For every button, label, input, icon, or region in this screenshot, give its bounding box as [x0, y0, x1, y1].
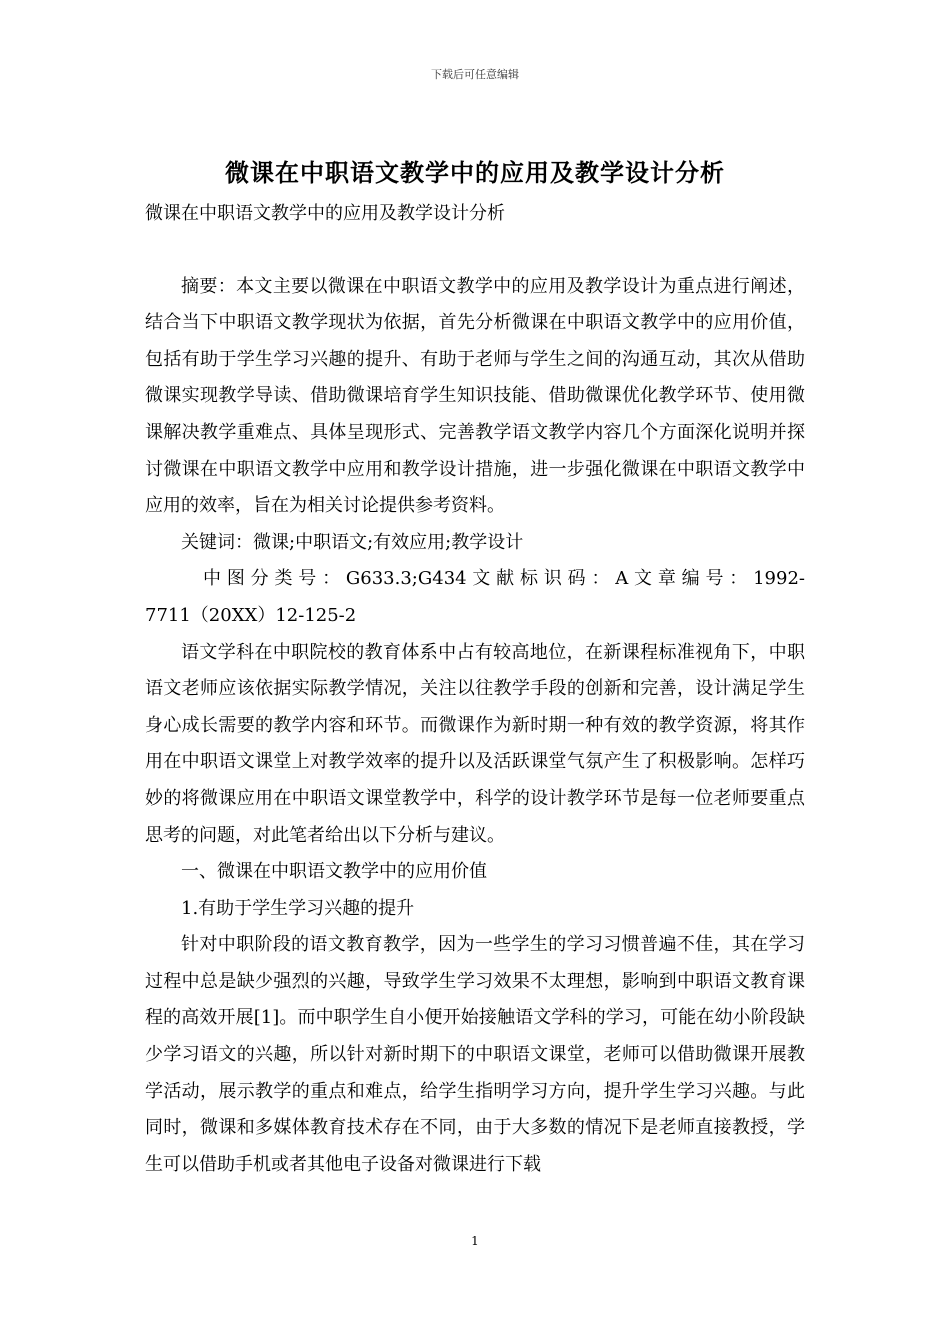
document-body — [145, 196, 805, 1183]
document-subtitle: 微课在中职语文教学中的应用及教学设计分析 — [145, 203, 505, 224]
document-title: 微课在中职语文教学中的应用及教学设计分析 — [225, 158, 725, 187]
subsection-heading: 1.有助于学生学习兴趣的提升 — [181, 897, 415, 919]
abstract-paragraph: 摘要：本文主要以微课在中职语文教学中的应用及教学设计为重点进行阐述，结合当下中职语文教学现状为依据，首先分析微课在中职语文教学中的应用价值，包括有助于学生学习兴趣的提升、有助于老师与学生之间的沟通互动，其次从借助微课实现教学导读、借助微课培育学生知识技能、借助微课优化教学环节、使用微课解决教学重难点、具体呈现形式、完善教学语文教学内容几个方面深化说明并探讨微课在中职语文教学中应用和教学设计措施，进一步强化微课在中职语文教学中应用的效率，旨在为相关讨论提供参考资料。 — [145, 275, 805, 517]
blank-line — [145, 233, 805, 269]
page-header-note: 下载后可任意编辑 — [431, 68, 519, 81]
keywords-line: 关键词：微课;中职语文;有效应用;教学设计 — [181, 531, 524, 553]
classification-line: 中 图 分 类 号 ： G633.3;G434 文 献 标 识 码 ： A 文 章 编 号 ： 1992-7711（20XX）12-125-2 — [145, 568, 805, 626]
intro-paragraph: 语文学科在中职院校的教育体系中占有较高地位，在新课程标准视角下，中职语文老师应该依据实际教学情况，关注以往教学手段的创新和完善，设计满足学生身心成长需要的教学内容和环节。而微课作为新时期一种有效的教学资源，将其作用在中职语文课堂上对教学效率的提升以及活跃课堂气氛产生了积极影响。怎样巧妙的将微课应用在中职语文课堂教学中，科学的设计教学环节是每一位老师要重点思考的问题，对此笔者给出以下分析与建议。 — [145, 641, 805, 846]
page-number: 1 — [471, 1234, 479, 1248]
body-paragraph: 针对中职阶段的语文教育教学，因为一些学生的学习习惯普遍不佳，其在学习过程中总是缺少强烈的兴趣，导致学生学习效果不太理想，影响到中职语文教育课程的高效开展[1]。而中职学生自小便开始接触语文学科的学习，可能在幼小阶段缺少学习语文的兴趣，所以针对新时期下的中职语文课堂，老师可以借助微课开展教学活动，展示教学的重点和难点，给学生指明学习方向，提升学生学习兴趣。与此同时，微课和多媒体教育技术存在不同，由于大多数的情况下是老师直接教授，学生可以借助手机或者其他电子设备对微课进行下载 — [145, 934, 805, 1175]
section-heading: 一、微课在中职语文教学中的应用价值 — [181, 861, 487, 883]
